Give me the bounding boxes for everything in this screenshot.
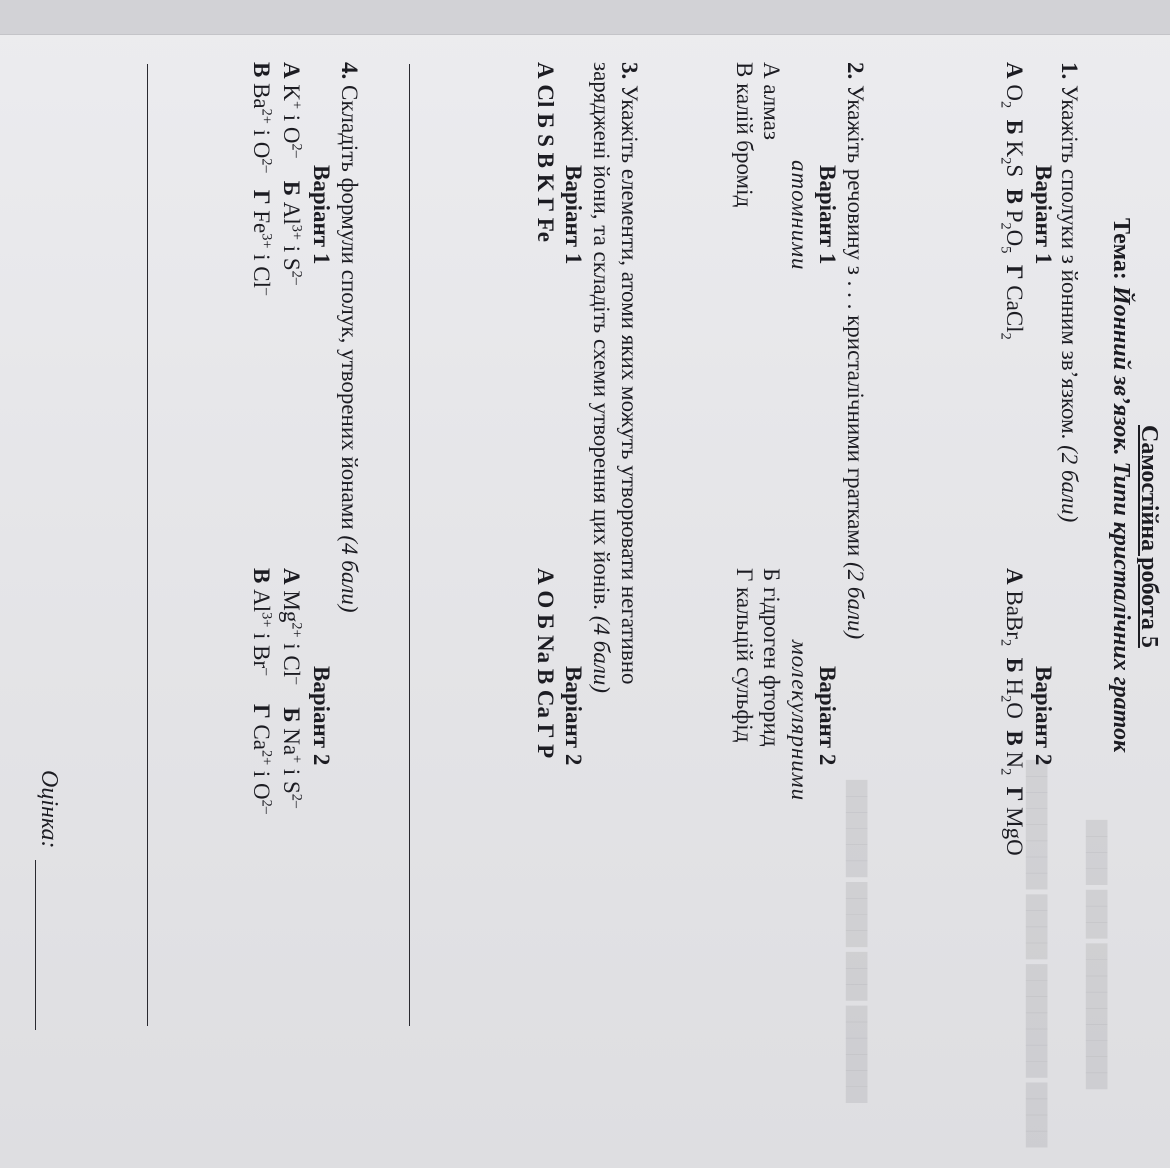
show-through: ▇▇▇▇ ▇▇▇ ▇▇▇▇▇▇▇▇▇ bbox=[1086, 820, 1110, 1089]
q3-text-line1: Укажіть елементи, атоми яких можуть утворювати негативно bbox=[617, 85, 642, 685]
topic-text: Йонний зв’язок. Типи кристалічних граток bbox=[1108, 285, 1134, 753]
q1-text: Укажіть сполуки з йонним зв’язком. bbox=[1057, 85, 1082, 440]
q2-question bbox=[842, 62, 868, 639]
q2-option-g: Г кальцій сульфід bbox=[732, 568, 757, 743]
q2-number: 2. bbox=[843, 62, 868, 80]
q1-v2-opt-g-label: Г bbox=[1002, 786, 1027, 802]
q4-text: Складіть формули сполук, утворених йонами bbox=[337, 85, 362, 530]
q1-question bbox=[1056, 62, 1082, 522]
q2-variant1-kind: атомними bbox=[787, 160, 812, 271]
grade-line[interactable] bbox=[35, 860, 36, 1030]
q1-variant2-title: Варіант 2 bbox=[1031, 666, 1056, 766]
q1-variant1-title: Варіант 1 bbox=[1031, 165, 1056, 265]
q3-variant2-title: Варіант 2 bbox=[561, 666, 586, 766]
q4-points: (4 бали) bbox=[337, 535, 362, 613]
q3-question-line2 bbox=[588, 62, 614, 693]
q4-variant1-row1: А K+ і $O^{2-}$ Б $Al^{3+}$ і $S^{2-}$ bbox=[279, 62, 305, 285]
q1-variant2-options: А BaBr$_2$ Б $H_2O$ В $N_2$ Г MgO bbox=[997, 568, 1027, 856]
q2-variant2-kind: молекулярними bbox=[787, 640, 812, 802]
q1-v1-opt-a-label: А bbox=[1002, 62, 1027, 79]
q3-number: 3. bbox=[617, 62, 642, 80]
q3-text-line2: заряджені йони, та складіть схеми утворення цих йонів. bbox=[589, 62, 614, 611]
q3-variant1-title: Варіант 1 bbox=[561, 165, 586, 265]
q3-variant1-options: А Cl Б S В K Г Fe bbox=[533, 62, 558, 242]
q4-variant1-title: Варіант 1 bbox=[309, 165, 334, 265]
q4-variant2-row1: А $Mg^{2+}$ і Cl– Б Na+ і $S^{2-}$ bbox=[279, 568, 305, 809]
q2-points: (2 бали) bbox=[843, 561, 868, 640]
q4-variant1-row2: В $Ba^{2+}$ і $O^{2-}$ Г $Fe^{3+}$ і Cl– bbox=[249, 62, 275, 296]
show-through: ▇▇▇▇▇▇▇▇ ▇▇▇▇ ▇▇▇▇▇▇▇ ▇▇▇▇ bbox=[1026, 760, 1050, 1148]
q1-v1-opt-g-label: Г bbox=[1002, 264, 1027, 280]
q1-v2-opt-b-label: Б bbox=[1002, 657, 1027, 673]
q1-points: (2 бали) bbox=[1057, 445, 1082, 523]
q1-v2-opt-v-label: В bbox=[1002, 730, 1027, 746]
q4-answer-line bbox=[147, 64, 148, 1026]
q2-option-a: А алмаз bbox=[759, 62, 784, 140]
q2-variant1-title: Варіант 1 bbox=[815, 165, 840, 265]
q1-v1-opt-b-label: Б bbox=[1002, 119, 1027, 135]
q1-variant1-options: А $O_2$ Б $K_2S$ В $P_2O_5$ Г CaCl$_2$ bbox=[997, 62, 1027, 340]
q2-variant2-title: Варіант 2 bbox=[815, 666, 840, 766]
page-title: Самостійна робота 5 bbox=[1136, 425, 1162, 648]
q2-option-v: В калій бромід bbox=[732, 62, 757, 208]
grade-label: Оцінка: bbox=[36, 770, 62, 849]
q4-number: 4. bbox=[337, 62, 362, 80]
q4-variant2-row2: В $Al^{3+}$ і Br– Г $Ca^{2+}$ і $O^{2-}$ bbox=[249, 568, 275, 814]
q4-variant2-title: Варіант 2 bbox=[309, 666, 334, 766]
topic-line bbox=[1106, 218, 1134, 752]
q1-number: 1. bbox=[1057, 62, 1082, 80]
q3-question-line1 bbox=[616, 62, 642, 685]
q2-option-b: Б гідроген фторид bbox=[759, 568, 784, 747]
q1-v2-opt-a-label: А bbox=[1002, 568, 1027, 585]
q3-answer-line bbox=[409, 64, 410, 1026]
q3-variant2-options: А O Б Na В Ca Г P bbox=[533, 568, 558, 759]
q1-v1-opt-v-label: В bbox=[1002, 188, 1027, 204]
q3-points: (4 бали) bbox=[589, 615, 614, 693]
show-through: ▇▇▇▇▇▇ ▇▇▇▇ ▇▇▇ ▇▇▇▇▇▇ bbox=[846, 780, 870, 1103]
q4-question bbox=[336, 62, 362, 613]
topic-label: Тема: bbox=[1108, 218, 1134, 280]
q2-text: Укажіть речовину з . . . кристалічними гратками bbox=[843, 85, 868, 557]
